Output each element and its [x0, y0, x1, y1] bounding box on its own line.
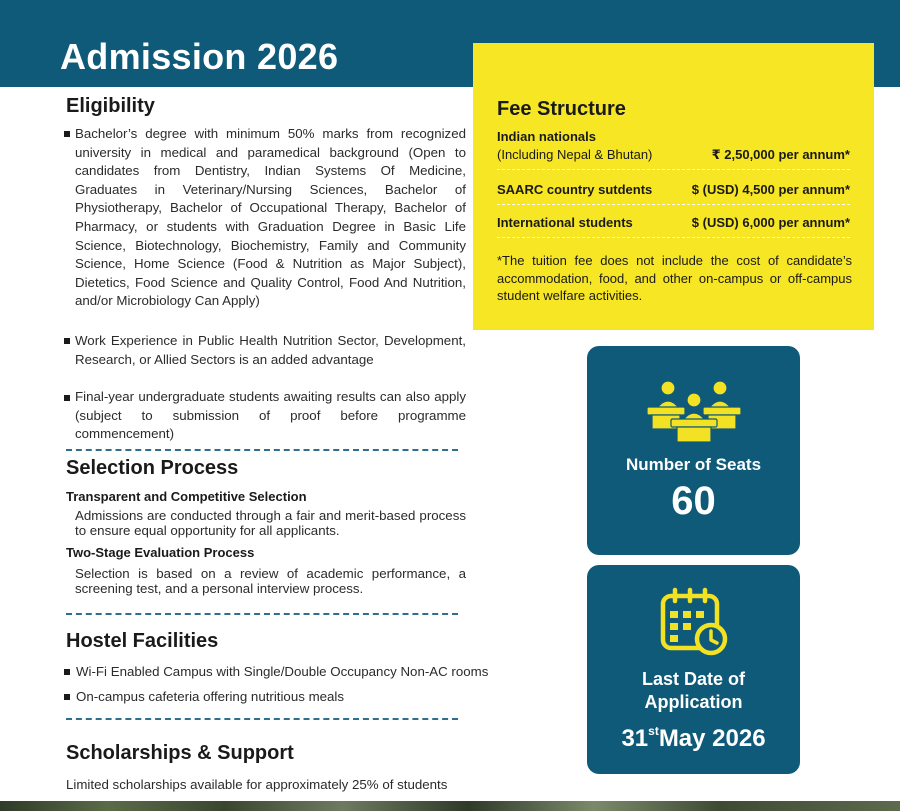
bullet-icon	[64, 694, 70, 700]
deadline-card	[587, 565, 800, 774]
fee-row-saarc	[497, 182, 850, 200]
deadline-label	[587, 668, 800, 714]
campus-photo-strip	[0, 801, 900, 811]
eligibility-bullet-3: Final-year undergraduate students awaiting results can also apply (subject to submission of proof before programme commencement)	[75, 389, 466, 442]
deadline-label-line-1: Last Date of	[641, 669, 746, 689]
eligibility-bullet-1: Bachelor’s degree with minimum 50% marks from recognized university in medical and paramedical background (Open to candidates from Dentistry, Indian Systems Of Medicine, Graduates in Veterinary/Nursing Sciences, Bachelor of Physiotherapy, Bachelor of Occupational Therapy, Bachelor of Pharmacy, or students with Graduation Degree in Basic Life Science, Biotechnology, Biochemistry, Family and Community Science, Home Science (Food & Nutrition as Major Subject), Dietetics, Food Science and Quality Control, Food And Nutrition, and/or Microbiology Can Apply)	[75, 126, 466, 309]
fee-divider	[497, 204, 850, 205]
eligibility-bullet-2: Work Experience in Public Health Nutrition Sector, Development, Research, or Allied Sectors is an added advantage	[75, 333, 466, 367]
deadline-label-line-2: Application	[644, 692, 743, 712]
eligibility-heading: Eligibility	[66, 95, 155, 117]
fee-row-international	[497, 215, 850, 233]
bullet-icon	[64, 338, 70, 344]
fee-row-indian	[497, 129, 850, 165]
seats-label: Number of Seats	[625, 455, 762, 474]
fee-divider	[497, 169, 850, 170]
selection-heading: Selection Process	[66, 457, 239, 479]
selection-item-title-2: Two-Stage Evaluation Process	[66, 545, 255, 560]
deadline-date	[587, 725, 800, 753]
deadline-month-year: May 2026	[658, 725, 766, 752]
fee-amount: $ (USD) 6,000 per annum*	[691, 215, 850, 230]
fee-amount: ₹ 2,50,000 per annum*	[711, 147, 850, 162]
students-at-desks-icon	[645, 378, 743, 442]
bullet-icon	[64, 131, 70, 137]
section-divider	[66, 718, 458, 720]
fee-note: *The tuition fee does not include the cost of candidate’s accommodation, food, and other on-campus or off-campus student welfare activities.	[497, 253, 852, 303]
scholarships-text: Limited scholarships available for approximately 25% of students	[66, 777, 448, 792]
bullet-icon	[64, 669, 70, 675]
bullet-icon	[64, 395, 70, 401]
deadline-day-suffix: st	[648, 724, 659, 738]
fee-sublabel: (Including Nepal & Bhutan)	[497, 147, 653, 162]
fee-amount: $ (USD) 4,500 per annum*	[691, 182, 850, 197]
scholarships-heading: Scholarships & Support	[66, 742, 294, 764]
hostel-bullet-2: On-campus cafeteria offering nutritious meals	[76, 689, 345, 704]
fee-heading: Fee Structure	[497, 98, 626, 120]
section-divider	[66, 613, 458, 615]
seats-value: 60	[671, 479, 716, 523]
section-divider	[66, 449, 458, 451]
selection-item-text-2: Selection is based on a review of academic performance, a screening test, and a personal interview process.	[75, 566, 466, 596]
calendar-clock-icon	[659, 587, 729, 657]
hostel-heading: Hostel Facilities	[66, 630, 219, 652]
hostel-bullet-1: Wi-Fi Enabled Campus with Single/Double Occupancy Non-AC rooms	[76, 664, 489, 679]
fee-label: International students	[497, 215, 633, 230]
fee-structure-box	[473, 43, 874, 330]
deadline-day: 31	[621, 725, 649, 752]
selection-item-text-1: Admissions are conducted through a fair and merit-based process to ensure equal opportunity for all applicants.	[75, 508, 466, 538]
selection-item-title-1: Transparent and Competitive Selection	[66, 489, 307, 504]
fee-label: Indian nationals	[497, 129, 596, 144]
seats-card	[587, 346, 800, 555]
fee-divider	[497, 237, 850, 238]
fee-label: SAARC country sutdents	[497, 182, 653, 197]
page-title: Admission 2026	[60, 36, 339, 77]
